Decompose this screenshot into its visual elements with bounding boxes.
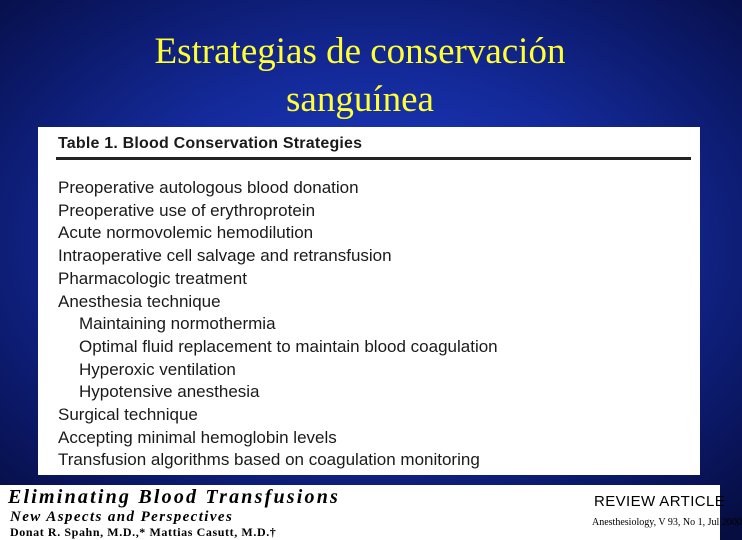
strategy-item: Preoperative use of erythroprotein — [58, 200, 316, 220]
table-rule — [56, 157, 691, 160]
strategy-item: Surgical technique — [58, 405, 198, 425]
article-subtitle: New Aspects and Perspectives — [10, 509, 234, 525]
strategy-subitem: Hypotensive anesthesia — [79, 382, 260, 402]
strategy-item: Intraoperative cell salvage and retransfusion — [58, 246, 392, 266]
strategy-subitem: Maintaining normothermia — [79, 314, 276, 334]
review-article-label: REVIEW ARTICLE — [594, 493, 726, 510]
article-title: Eliminating Blood Transfusions — [8, 486, 341, 508]
article-authors: Donat R. Spahn, M.D.,* Mattias Casutt, M.D.† — [10, 525, 277, 539]
strategy-item: Anesthesia technique — [58, 291, 221, 311]
table-caption: Table 1. Blood Conservation Strategies — [58, 135, 363, 152]
strategy-item: Preoperative autologous blood donation — [58, 178, 359, 197]
strategy-subitem: Hyperoxic ventilation — [79, 359, 236, 379]
strategy-subitem: Optimal fluid replacement to maintain blood coagulation — [79, 336, 498, 356]
journal-citation: Anesthesiology, V 93, No 1, Jul 2000 — [592, 517, 742, 528]
strategy-item: Accepting minimal hemoglobin levels — [58, 427, 337, 447]
slide-title-line-2: sanguínea — [286, 79, 434, 120]
slide-title — [0, 28, 720, 124]
strategy-list — [58, 177, 498, 472]
table-image — [38, 127, 700, 475]
strategy-item: Transfusion algorithms based on coagulation monitoring — [58, 450, 480, 470]
strategy-item: Acute normovolemic hemodilution — [58, 223, 314, 243]
article-header-banner — [0, 485, 742, 540]
slide-title-line-1: Estrategias de conservación — [154, 31, 566, 72]
strategy-item: Pharmacologic treatment — [58, 268, 247, 288]
